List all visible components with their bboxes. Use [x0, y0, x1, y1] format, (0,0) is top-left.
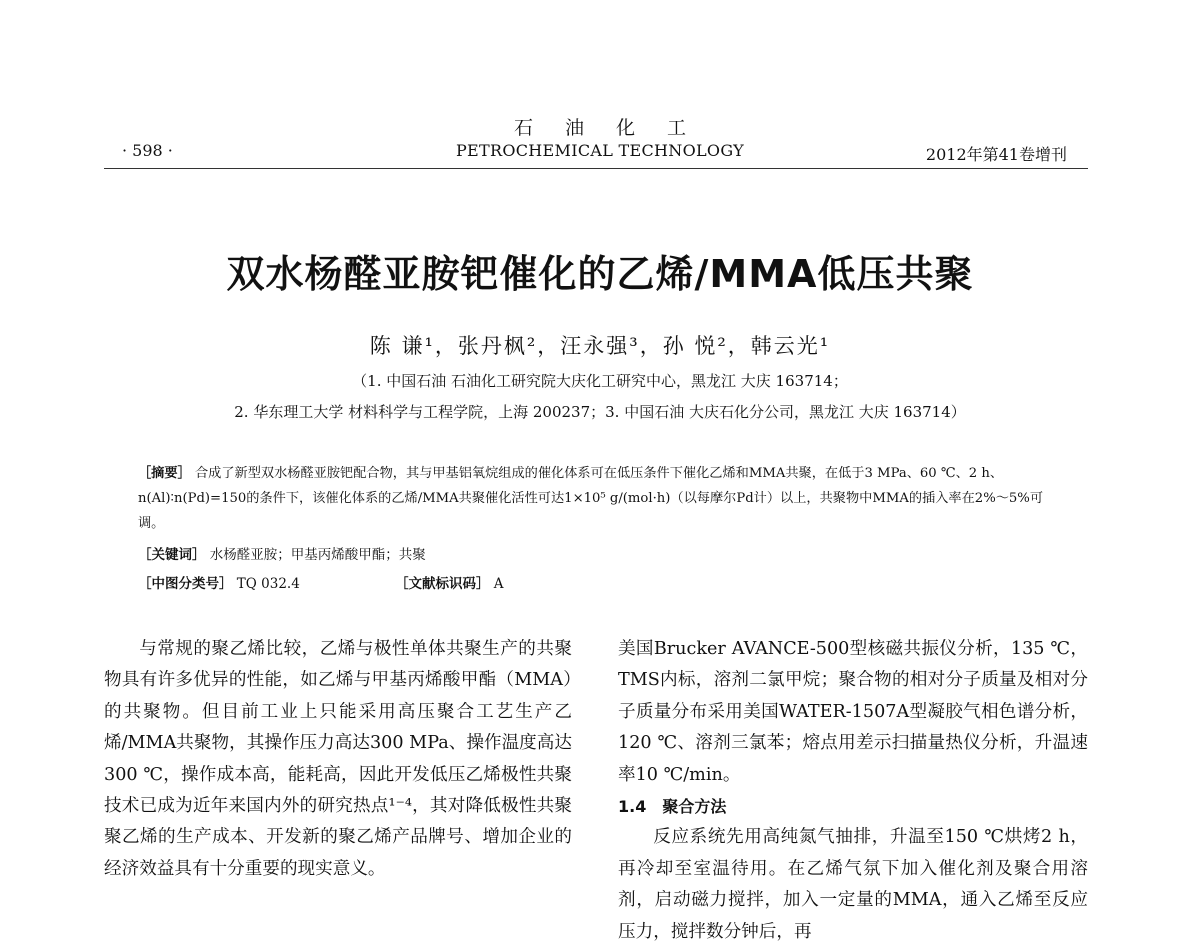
polymerization-paragraph: 反应系统先用高纯氮气抽排，升温至150 ℃烘烤2 h，再冷却至室温待用。在乙烯气氛下加入催化剂及聚合用溶剂，启动磁力搅拌，加入一定量的MMA，通入乙烯至反应压力，搅拌数分钟后，再: [618, 827, 1088, 942]
keywords-label: ［关键词］: [138, 547, 206, 563]
body-left-column: [104, 634, 572, 885]
document-code-text: A: [493, 576, 504, 592]
affiliation-2: 2. 华东理工大学 材料科学与工程学院，上海 200237；3. 中国石油 大庆石化分公司，黑龙江 大庆 163714）: [234, 403, 966, 421]
classification-text: TQ 032.4: [236, 576, 300, 592]
abstract: [138, 461, 1058, 536]
keywords-text: 水杨醛亚胺；甲基丙烯酸甲酯；共聚: [209, 547, 426, 563]
journal-title-cn: 石油化工: [513, 117, 718, 139]
document-code-label: ［文献标识码］: [395, 576, 490, 592]
body-right-column: [618, 634, 1088, 948]
intro-paragraph: 与常规的聚乙烯比较，乙烯与极性单体共聚生产的共聚物具有许多优异的性能，如乙烯与甲基丙烯酸甲酯（MMA）的共聚物。但目前工业上只能采用高压聚合工艺生产乙烯/MMA共聚物，其操作压力高达300 MPa、操作温度高达300 ℃，操作成本高，能耗高，因此开发低压乙烯极性共聚技术已成为近年来国内外的研究热点¹⁻⁴，其对降低极性共聚聚乙烯的生产成本、开发新的聚乙烯产品牌号、增加企业的经济效益具有十分重要的现实意义。: [104, 639, 572, 879]
abstract-text: 合成了新型双水杨醛亚胺钯配合物，其与甲基铝氧烷组成的催化体系可在低压条件下催化乙烯和MMA共聚，在低于3 MPa、60 ℃、2 h、n(Al)∶n(Pd)=150的条件下，该催化体系的乙烯/MMA共聚催化活性可达1×10⁵ g/(mol·h)（以每摩尔Pd计）以上，共聚物中MMA的插入率在2%～5%可调。: [138, 466, 1044, 531]
classification-label: ［中图分类号］: [138, 576, 233, 592]
issue-info: 2012年第41卷增刊: [925, 145, 1067, 164]
journal-title-en: PETROCHEMICAL TECHNOLOGY: [455, 141, 745, 160]
paper-title: 双水杨醛亚胺钯催化的乙烯/MMA低压共聚: [226, 252, 974, 296]
keywords: [138, 543, 426, 563]
abstract-label: ［摘要］: [138, 466, 191, 481]
classification: [138, 572, 300, 592]
authors: 陈 谦¹，张丹枫²，汪永强³，孙 悦²，韩云光¹: [369, 334, 831, 358]
header-rule: [104, 168, 1088, 169]
document-code: [395, 572, 504, 592]
section-heading-1-4: 1.4 聚合方法: [618, 797, 727, 817]
analysis-paragraph: 美国Brucker AVANCE-500型核磁共振仪分析，135 ℃，TMS内标，溶剂二氯甲烷；聚合物的相对分子质量及相对分子质量分布采用美国WATER-1507A型凝胶气相色谱分析，120 ℃、溶剂三氯苯；熔点用差示扫描量热仪分析，升温速率10 ℃/min。: [618, 639, 1088, 785]
affiliation-1: （1. 中国石油 石油化工研究院大庆化工研究中心，黑龙江 大庆 163714；: [352, 372, 848, 390]
page-number: · 598 ·: [122, 141, 173, 160]
